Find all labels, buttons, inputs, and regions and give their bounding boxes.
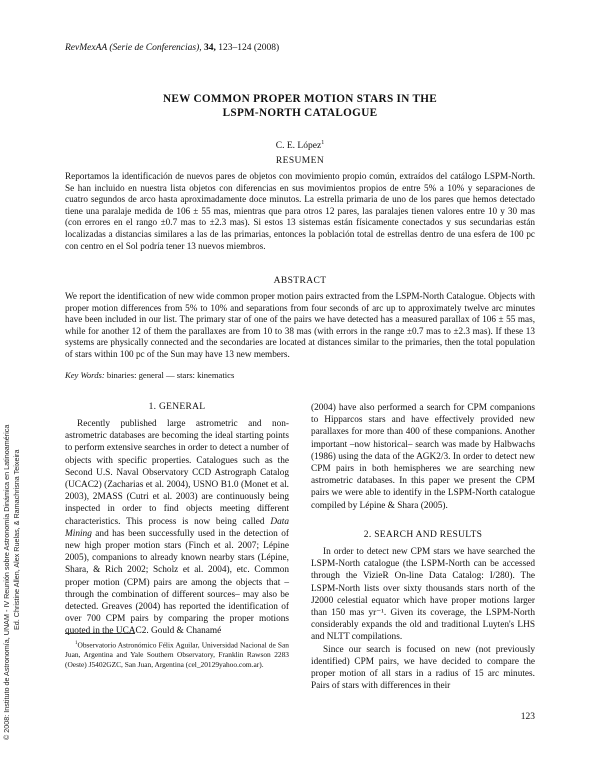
author-name: C. E. López xyxy=(275,141,322,152)
copyright-sidebar xyxy=(2,190,21,740)
resumen-text: Reportamos la identificación de nuevos pares de objetos con movimiento propio común, extraídos del catálogo LSPM-North. Se han incluido en nuestra lista objetos con diferencias en sus movimientos propios de entre 5% a 10% y separaciones de cuatro segundos de arco hasta aproximadamente doce minutos. La estrella primaria de uno de los pares que hemos detectado tiene una paralaje medida de 106 ± 55 mas, mientras que para otros 12 pares, las paralajes tienen valores entre 10 y 30 mas (con errores en el rango ±0.7 mas to ±2.3 mas). Si estos 13 sistemas están físicamente conectados y sus secundarias están localizadas a distancias similares a las de las primarias, entonces la población total de estrellas dentro de una esfera de 100 pc con centro en el Sol podría tener 13 nuevos miembros. xyxy=(65,171,535,251)
abstract-heading: ABSTRACT xyxy=(273,276,327,286)
keywords-label: Key Words: xyxy=(65,370,105,380)
page-number: 123 xyxy=(520,712,535,722)
keywords xyxy=(65,370,535,380)
section-2-paragraph-2: Since our search is focused on new (not previously identified) CPM pairs, we have decided to compare the proper motion of all stars in a radius of 15 arc minutes. Pairs of stars with differences in their xyxy=(311,644,535,692)
section-1-text-a: Recently published large astrometric and non-astrometric databases are becoming the ideal starting points to perform extensive searches in order to detect a number of objects with specific properties. Catalogues such as the Second U.S. Naval Observatory CCD Astrograph Catalog (UCAC2) (Zacharias et al. 2004), USNO B1.0 (Monet et al. 2003), 2MASS (Cutri et al. 2003) are continuously being inspected in order to find objects meeting different characteristics. This process is now being called xyxy=(65,419,289,527)
editors-line: Ed. Christine Allen, Alex Ruelas, & Ramachrisna Teixeira xyxy=(11,449,21,630)
keywords-text: binaries: general — stars: kinematics xyxy=(106,370,235,380)
running-header xyxy=(65,43,279,53)
title-line-2: LSPM-NORTH CATALOGUE xyxy=(222,107,378,119)
section-1-heading: 1. GENERAL xyxy=(148,402,206,412)
journal-name: RevMexAA (Serie de Conferencias), xyxy=(65,43,202,53)
section-1-italic-term: Data Mining xyxy=(65,516,289,539)
section-1-column-left xyxy=(65,418,289,638)
footnote-text: Observatorio Astronómico Félix Aguilar, Universidad Nacional de San Juan, Argentina and Yale Southern Observatory, Franklin Rawson 2283 (Oeste) J5402GZC, San Juan, Argentina (cel_20129yahoo.com.ar). xyxy=(65,640,289,669)
section-2-paragraph-1: In order to detect new CPM stars we have searched the LSPM-North catalogue (the LSPM-North can be accessed through the VizieR On-line Data Catalog: I/280). The LSPM-North lists over sixty thousands stars north of the J2000 celestial equator which have proper motions larger than 150 mas yr⁻¹. Given its coverage, the LSPM-North considerably expands the old and traditional Luyten's LHS and NLTT compilations. xyxy=(311,547,535,643)
title-line-1: NEW COMMON PROPER MOTION STARS IN THE xyxy=(162,93,438,105)
author-footnote-mark: 1 xyxy=(321,140,325,146)
section-2-heading: 2. SEARCH AND RESULTS xyxy=(363,530,483,540)
author-line xyxy=(65,140,535,151)
right-column-top xyxy=(311,402,535,512)
resumen-heading: RESUMEN xyxy=(275,156,325,166)
footnote-rule xyxy=(65,633,135,634)
section-2-column xyxy=(311,546,535,692)
footnote xyxy=(65,639,289,669)
section-1-text-b: and has been successfully used in the detection of new high proper motion stars (Finch et al. 2007; Lépine 2005), companions to already known nearby stars (Lépine, Shara, & Rich 2002; Scholz et al. 2004), etc. Common proper motion (CPM) pairs are among the objects that –through the combination of different sources– may also be detected. Greaves (2004) has reported the identification of over 700 CPM pairs by comparing the proper motions quoted in the UCAC2. Gould & Chanamé xyxy=(65,528,289,637)
journal-pages: 123–124 (2008) xyxy=(218,43,280,53)
paper-title xyxy=(65,92,535,120)
journal-volume: 34, xyxy=(204,43,216,53)
abstract-text: We report the identification of new wide common proper motion pairs extracted from the LSPM-North Catalogue. Objects with proper motion differences from 5% to 10% and separations from four seconds of arc up to approximately twelve arc minutes have been included in our list. The primary star of one of the pairs we have detected has a measured parallax of 106 ± 55 mas, while for another 12 of them the parallaxes are from 10 to 38 mas (with errors in the range ±0.7 mas to ±2.3 mas). If these 13 systems are physically connected and the secondaries are located at distances similar to the primaries, then the total population of stars within 100 pc of the Sun may have 13 new members. xyxy=(65,291,535,359)
footnote-mark: 1 xyxy=(75,641,78,646)
copyright-line: © 2008: Instituto de Astronomía, UNAM - IV Reunión sobre Astronomía Dinámica en Latinoamérica xyxy=(2,424,11,740)
section-1-paragraph xyxy=(65,418,289,638)
section-1-continuation: (2004) have also performed a search for CPM companions to Hipparcos stars and have effectively provided new parallaxes for more than 400 of these companions. Another important –now historical– search was made by Halbwachs (1986) using the data of the AGK2/3. In order to detect new CPM pairs in both hemispheres we are searching new astrometric databases. In this paper we present the CPM pairs we were able to identify in the LSPM-North catalogue compiled by Lépine & Shara (2005). xyxy=(311,403,535,511)
